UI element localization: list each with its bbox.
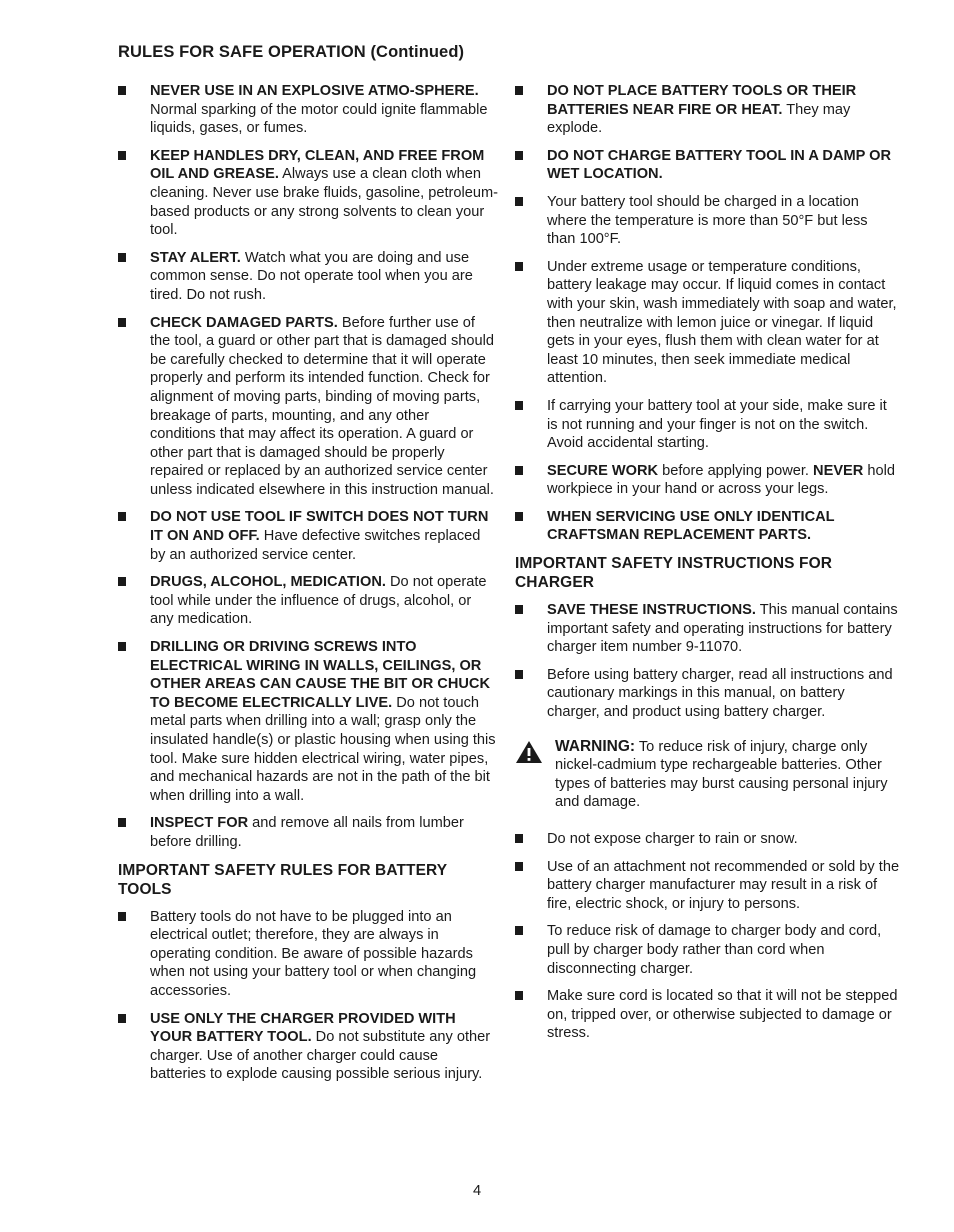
item-text: Have defective switches replaced by an authorized service center. (150, 528, 481, 563)
bullet-icon (515, 862, 523, 871)
item-lead: SECURE WORK (547, 462, 659, 479)
bullet-icon (118, 86, 126, 95)
right-rule-list (515, 82, 900, 545)
list-item (118, 249, 498, 305)
item-text: This manual contains important safety and operating instructions for battery charger item number 9-11070. (547, 602, 898, 656)
list-item (515, 82, 900, 138)
list-item (118, 508, 498, 564)
bullet-icon (118, 577, 126, 586)
item-lead: STAY ALERT. (150, 249, 241, 266)
item-text: Normal sparking of the motor could ignite flammable liquids, gases, or fumes. (150, 101, 488, 137)
left-rule-list (118, 82, 498, 852)
item-lead: DO NOT USE TOOL IF SWITCH DOES NOT TURN IT ON AND OFF. (150, 509, 489, 545)
item-lead: NEVER (813, 462, 864, 479)
bullet-icon (515, 86, 523, 95)
bullet-icon (515, 926, 523, 935)
item-text: Your battery tool should be charged in a location where the temperature is more than 50°F but less than 100°F. (547, 193, 868, 248)
list-item (515, 858, 900, 914)
list-item (118, 908, 498, 1001)
list-item (118, 573, 498, 629)
bullet-icon (515, 262, 523, 271)
list-item (515, 830, 900, 849)
bullet-icon (515, 401, 523, 410)
item-lead: INSPECT FOR (150, 815, 249, 832)
item-text: Do not operate tool while under the influence of drugs, alcohol, or any medication. (150, 574, 487, 628)
item-text: Make sure cord is located so that it will not be stepped on, tripped over, or otherwise subjected to damage or stress. (547, 988, 898, 1042)
list-item (118, 147, 498, 240)
bullet-icon (515, 991, 523, 1000)
item-lead: SAVE THESE INSTRUCTIONS. (547, 602, 756, 619)
warning-label: WARNING: (555, 737, 636, 755)
bullet-icon (118, 818, 126, 827)
item-text: Under extreme usage or temperature conditions, battery leakage may occur. If liquid comes in contact with your skin, wash immediately with soap and water, then neutralize with lemon juice or vinegar. If liquid gets in your eyes, flush them with clean water for at least 10 minutes, then seek immediate medical attention. (547, 258, 897, 387)
list-item (515, 922, 900, 978)
bullet-icon (515, 151, 523, 160)
list-item (515, 462, 900, 499)
bullet-icon (118, 253, 126, 262)
item-text: Battery tools do not have to be plugged into an electrical outlet; therefore, they are always in operating condition. Be aware of possible hazards when not using your battery tool or when changing accessories. (150, 908, 477, 999)
battery-rule-list (118, 908, 498, 1084)
item-text: Before using battery charger, read all instructions and cautionary markings in this manual, on battery charger, and product using battery charger. (547, 666, 893, 721)
bullet-icon (118, 151, 126, 160)
item-lead: DRILLING OR DRIVING SCREWS INTO ELECTRICAL WIRING IN WALLS, CEILINGS, OR OTHER AREAS CAN CAUSE THE BIT OR CHUCK TO BECOME ELECTRICALLY LIVE. (150, 639, 490, 711)
item-lead: DO NOT CHARGE BATTERY TOOL IN A DAMP OR WET LOCATION. (547, 147, 892, 183)
bullet-icon (118, 642, 126, 651)
item-text: and remove all nails from lumber before drilling. (150, 815, 464, 850)
item-lead: USE ONLY THE CHARGER PROVIDED WITH YOUR BATTERY TOOL. (150, 1010, 456, 1046)
list-item (515, 601, 900, 657)
item-text: before applying power. (658, 462, 814, 479)
charger-rule-list (515, 601, 900, 722)
bullet-icon (515, 466, 523, 475)
bullet-icon (515, 834, 523, 843)
item-text: Watch what you are doing and use common sense. Do not operate tool when you are tired. Do not rush. (150, 249, 473, 303)
item-text: hold workpiece in your hand or across your legs. (547, 462, 895, 498)
item-text: Do not substitute any other charger. Use of another charger could cause batteries to explode causing possible serious injury. (150, 1029, 491, 1083)
bullet-icon (118, 912, 126, 921)
list-item (515, 508, 900, 545)
charger-final-list (515, 830, 900, 1043)
charger-section-heading: IMPORTANT SAFETY INSTRUCTIONS FOR CHARGER (515, 555, 833, 592)
list-item (118, 314, 498, 500)
list-item (118, 638, 498, 805)
item-lead: DRUGS, ALCOHOL, MEDICATION. (150, 574, 386, 591)
left-column (118, 82, 498, 1093)
item-text: Do not expose charger to rain or snow. (547, 831, 798, 847)
bullet-icon (118, 1014, 126, 1023)
item-text: If carrying your battery tool at your side, make sure it is not running and your finger is not on the switch. Avoid accidental starting. (547, 397, 887, 452)
item-lead: CHECK DAMAGED PARTS. (150, 314, 338, 331)
list-item (118, 1010, 498, 1084)
item-lead: NEVER USE IN AN EXPLOSIVE ATMO-SPHERE. (150, 83, 479, 99)
list-item (118, 814, 498, 851)
warning-triangle-icon (515, 740, 543, 764)
item-text: They may explode. (547, 101, 851, 137)
page-heading: RULES FOR SAFE OPERATION (Continued) (118, 43, 465, 61)
list-item (515, 987, 900, 1043)
list-item (515, 193, 900, 249)
item-lead: KEEP HANDLES DRY, CLEAN, AND FREE FROM OIL AND GREASE. (150, 147, 485, 183)
list-item (118, 82, 498, 138)
right-column (515, 82, 900, 1052)
bullet-icon (118, 318, 126, 327)
item-text: Do not touch metal parts when drilling into a wall; grasp only the insulated handle(s) or plastic housing when using this tool. Make sure hidden electrical wiring, water pipes, and mechanical hazards are not in the path of the bit when drilling into a wall. (150, 694, 496, 804)
page-number: 4 (472, 1183, 482, 1199)
bullet-icon (515, 512, 523, 521)
bullet-icon (515, 605, 523, 614)
battery-section-heading: IMPORTANT SAFETY RULES FOR BATTERY TOOLS (118, 861, 447, 898)
list-item (515, 397, 900, 453)
item-text: Before further use of the tool, a guard or other part that is damaged should be carefully checked to determine that it will operate properly and perform its intended function. Check for alignment of moving parts, binding of moving parts, breakage of parts, mounting, and any other conditions that may affect its operation. A guard or other part that is damaged should be properly repaired or replaced by an authorized service center unless indicated elsewhere in this instruction manual. (150, 314, 494, 498)
list-item (515, 147, 900, 184)
item-lead: WHEN SERVICING USE ONLY IDENTICAL CRAFTSMAN REPLACEMENT PARTS. (547, 508, 835, 544)
warning-notice (515, 738, 900, 812)
list-item (515, 666, 900, 722)
item-text: Always use a clean cloth when cleaning. Never use brake fluids, gasoline, petroleum-based products or any strong solvents to clean your tool. (150, 166, 499, 239)
item-lead: DO NOT PLACE BATTERY TOOLS OR THEIR BATTERIES NEAR FIRE OR HEAT. (547, 83, 857, 118)
item-text: To reduce risk of damage to charger body and cord, pull by charger body rather than cord when disconnecting charger. (547, 923, 882, 977)
bullet-icon (515, 670, 523, 679)
warning-text: To reduce risk of injury, charge only nickel-cadmium type rechargeable batteries. Other types of batteries may burst causing personal injury and damage. (555, 738, 888, 811)
list-item (515, 258, 900, 388)
bullet-icon (118, 512, 126, 521)
item-text: Use of an attachment not recommended or sold by the battery charger manufacturer may result in a risk of fire, electric shock, or injury to persons. (547, 858, 900, 912)
bullet-icon (515, 197, 523, 206)
